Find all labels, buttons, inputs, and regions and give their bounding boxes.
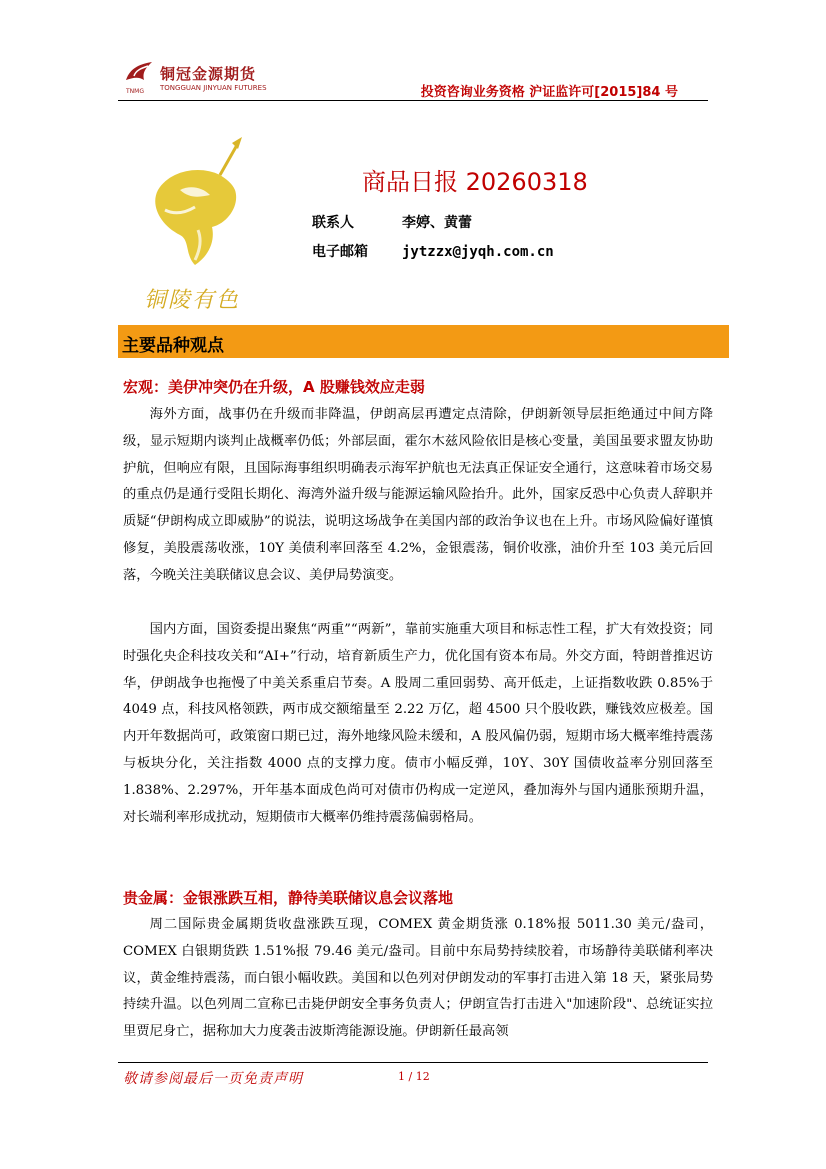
brand-abbr: TNMG	[126, 88, 144, 95]
company-emblem	[140, 135, 270, 315]
brand-logo-icon	[122, 58, 158, 88]
contact-row	[312, 212, 472, 232]
header-divider	[118, 100, 708, 101]
section-header	[118, 325, 729, 358]
macro-paragraph-1: 海外方面，战事仍在升级而非降温，伊朗高层再遭定点清除，伊朗新领导层拒绝通过中间方降级，显示短期内谈判止战概率仍低；外部层面，霍尔木兹风险依旧是核心变量，美国虽要求盟友协助护航，但响应有限，且国际海事组织明确表示海军护航也无法真正保证安全通行，这意味着市场交易的重点仍是通行受阻长期化、海湾外溢升级与能源运输风险抬升。此外，国家反恐中心负责人辞职并质疑“伊朗构成立即威胁”的说法，说明这场战争在美国内部的政治争议也在上升。市场风险偏好谨慎修复，美股震荡收涨，10Y 美债利率回落至 4.2%，金银震荡，铜价收涨，油价升至 103 美元后回落，今晚关注美联储议息会议、美伊局势演变。	[123, 407, 713, 583]
email-row	[312, 241, 554, 261]
email-label: 电子邮箱	[312, 244, 368, 260]
brand-logo	[122, 58, 158, 88]
brand-name-en: TONGGUAN JINYUAN FUTURES	[160, 84, 267, 92]
report-title: 商品日报 20260318	[362, 168, 588, 196]
footer-divider	[118, 1062, 708, 1063]
section-title: 主要品种观点	[122, 336, 224, 356]
page-number: 1 / 12	[398, 1070, 430, 1083]
license-text: 投资咨询业务资格 沪证监许可[2015]84 号	[420, 85, 678, 100]
contact-value: 李婷、黄蕾	[402, 215, 472, 231]
contact-label: 联系人	[312, 215, 354, 231]
macro-paragraph-2: 国内方面，国资委提出聚焦“两重”“两新”，靠前实施重大项目和标志性工程，扩大有效投资；同时强化央企科技攻关和“AI+”行动，培育新质生产力，优化国有资本布局。外交方面，特朗普推迟访华，伊朗战争也拖慢了中美关系重启节奏。A 股周二重回弱势、高开低走，上证指数收跌 0.85%于 4049 点，科技风格领跌，两市成交额缩量至 2.22 万亿，超 4500 只个股收跌，赚钱效应极差。国内开年数据尚可，政策窗口期已过，海外地缘风险未缓和，A 股风偏仍弱，短期市场大概率维持震荡与板块分化，关注指数 4000 点的支撑力度。债市小幅反弹，10Y、30Y 国债收益率分别回落至 1.838%、2.297%，开年基本面成色尚可对债市仍构成一定逆风，叠加海外与国内通胀预期升温，对长端利率形成扰动，短期债市大概率仍维持震荡偏弱格局。	[123, 622, 713, 825]
emblem-label: 铜陵有色	[144, 288, 241, 313]
metals-heading: 贵金属：金银涨跌互相，静待美联储议息会议落地	[123, 889, 454, 907]
email-value[interactable]: jytzzx@jyqh.com.cn	[402, 244, 554, 260]
macro-heading: 宏观：美伊冲突仍在升级，A 股赚钱效应走弱	[123, 378, 425, 396]
metals-paragraph-1: 周二国际贵金属期货收盘涨跌互现，COMEX 黄金期货涨 0.18%报 5011.30 美元/盎司，COMEX 白银期货跌 1.51%报 79.46 美元/盎司。目前中东局势持续胶着，市场静待美联储利率决议，黄金维持震荡，而白银小幅收跌。美国和以色列对伊朗发动的军事打击进入第 18 天，紧张局势持续升温。以色列周二宣称已击毙伊朗安全事务负责人；伊朗宣告打击进入"加速阶段"、总统证实拉里贾尼身亡，据称加大力度袭击波斯湾能源设施。伊朗新任最高领	[123, 917, 713, 1040]
disclaimer-note[interactable]: 敬请参阅最后一页免责声明	[123, 1071, 303, 1087]
brand-name-cn: 铜冠金源期货	[160, 65, 257, 83]
